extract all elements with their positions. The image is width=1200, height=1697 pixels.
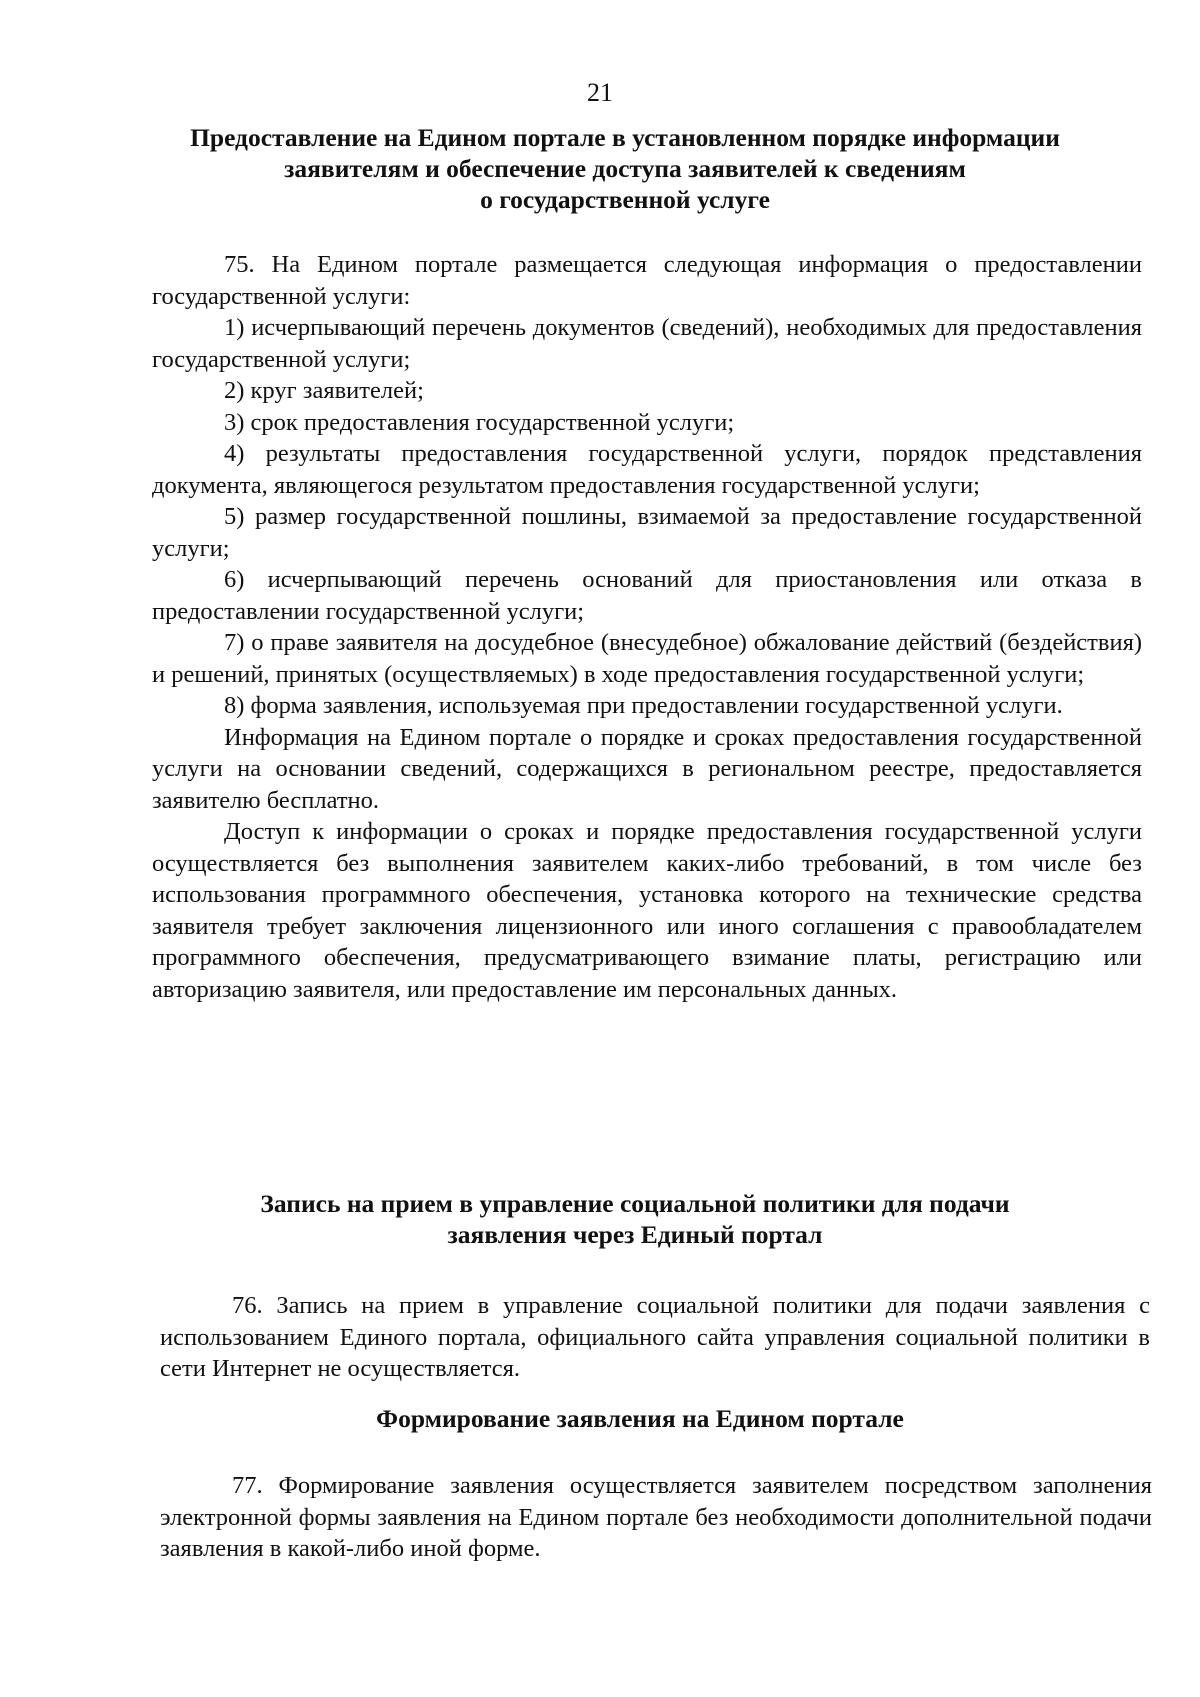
heading-line: заявления через Единый портал — [447, 1220, 823, 1249]
list-item-4: 4) результаты предоставления государственной услуги, порядок представления документа, являющегося результатом предоставления государственной услуги; — [152, 440, 1142, 499]
paragraph-access-information: Доступ к информации о сроках и порядке предоставления государственной услуги осуществляется без выполнения заявителем каких-либо требований, в том числе без использования программного обеспечения, установка которого на технические средства заявителя требует заключения лицензионного или иного соглашения с правообладателем программного обеспечения, предусматривающего взимание платы, регистрацию или авторизацию заявителя, или предоставление им персональных данных. — [152, 818, 1142, 1003]
section-body-appointment — [160, 1290, 1150, 1385]
list-item-7: 7) о праве заявителя на досудебное (внесудебное) обжалование действий (бездействия) и решений, принятых (осуществляемых) в ходе предоставления государственной услуги; — [152, 629, 1142, 688]
section-body-information — [152, 249, 1142, 1005]
section-heading-application-forming — [160, 1403, 1120, 1434]
paragraph-76: 76. Запись на прием в управление социальной политики для подачи заявления с использованием Единого портала, официального сайта управления социальной политики в сети Интернет не осуществляется. — [160, 1292, 1150, 1382]
heading-line: Формирование заявления на Едином портале — [376, 1404, 904, 1433]
list-item-3: 3) срок предоставления государственной услуги; — [224, 408, 735, 436]
section-body-application-forming — [160, 1470, 1152, 1565]
list-item-2: 2) круг заявителей; — [224, 377, 424, 404]
list-item-1: 1) исчерпывающий перечень документов (сведений), необходимых для предоставления государственной услуги; — [152, 314, 1142, 373]
list-item-8: 8) форма заявления, используемая при предоставлении государственной услуги. — [224, 692, 1063, 719]
heading-line: Предоставление на Едином портале в установленном порядке информации — [190, 123, 1060, 152]
section-heading-appointment — [155, 1188, 1115, 1250]
list-item-5: 5) размер государственной пошлины, взимаемой за предоставление государственной услуги; — [152, 503, 1142, 562]
heading-line: Запись на прием в управление социальной политики для подачи — [260, 1189, 1010, 1218]
heading-line: о государственной услуге — [480, 185, 770, 214]
heading-line: заявителям и обеспечение доступа заявителей к сведениям — [284, 154, 966, 183]
list-item-6: 6) исчерпывающий перечень оснований для приостановления или отказа в предоставлении государственной услуги; — [152, 566, 1142, 625]
section-heading-information — [145, 122, 1105, 215]
paragraph-free-information: Информация на Едином портале о порядке и сроках предоставления государственной услуги на основании сведений, содержащихся в региональном реестре, предоставляется заявителю бесплатно. — [152, 723, 1142, 814]
page-number: 21 — [587, 78, 613, 107]
paragraph-75: 75. На Едином портале размещается следующая информация о предоставлении государственной услуги: — [152, 251, 1142, 310]
paragraph-77: 77. Формирование заявления осуществляется заявителем посредством заполнения электронной формы заявления на Едином портале без необходимости дополнительной подачи заявления в какой-либо иной форме. — [160, 1472, 1152, 1562]
